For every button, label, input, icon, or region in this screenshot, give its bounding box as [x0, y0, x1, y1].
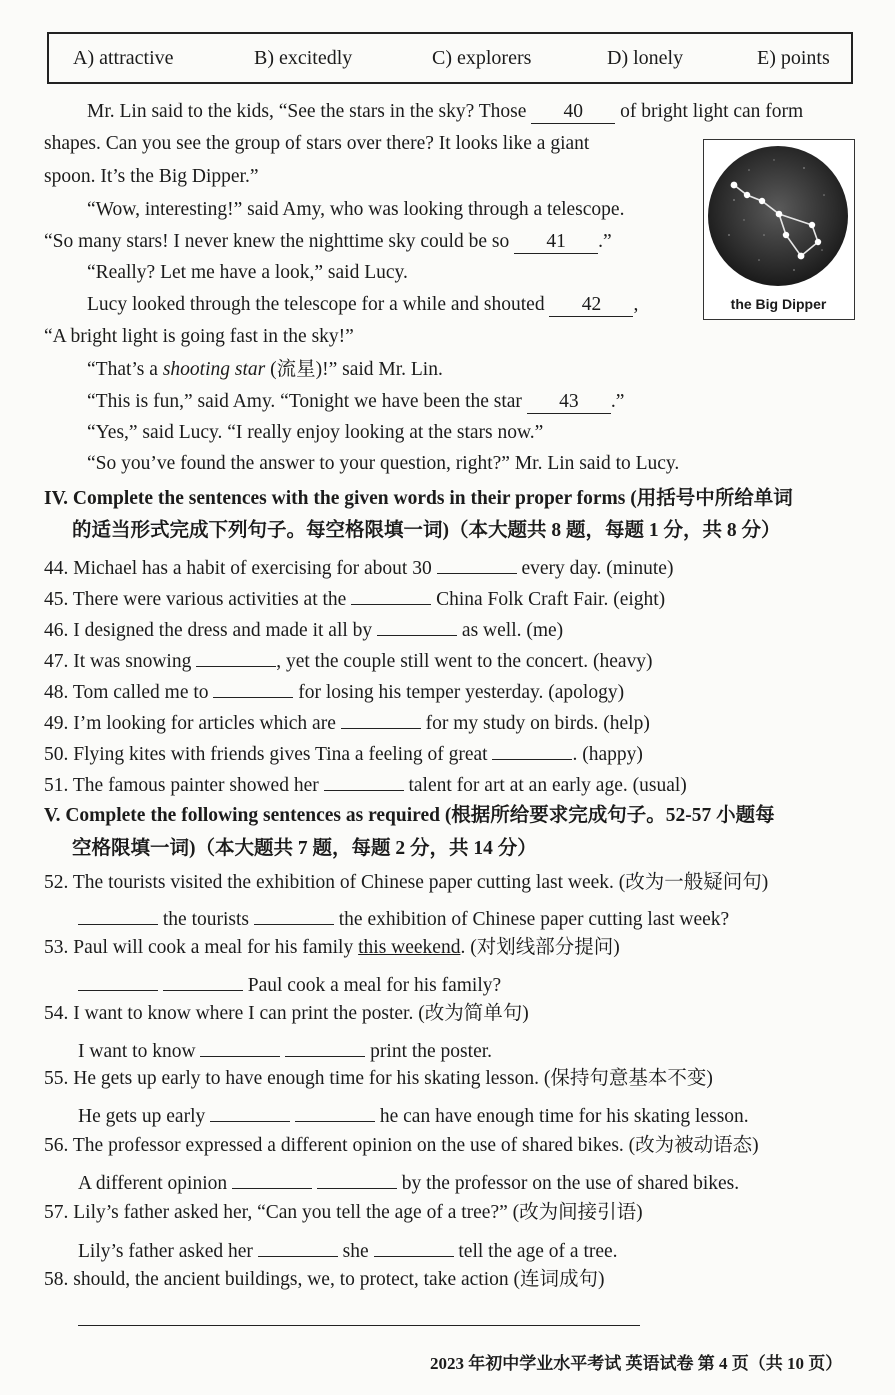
question-text: 44. Michael has a habit of exercising for about 30	[44, 558, 432, 579]
answer-blank[interactable]	[492, 739, 572, 760]
question-52: 52. The tourists visited the exhibition of Chinese paper cutting last week. (改为一般疑问句)	[44, 872, 769, 893]
question-text: 51. The famous painter showed her	[44, 775, 319, 796]
passage-text: ,	[633, 294, 639, 315]
question-text: He gets up early	[78, 1106, 206, 1127]
question-text: for my study on birds. (help)	[425, 713, 650, 734]
answer-blank[interactable]	[210, 1101, 290, 1122]
passage-line: spoon. It’s the Big Dipper.”	[44, 166, 259, 187]
question-text: talent for art at an early age. (usual)	[408, 775, 687, 796]
passage-line	[87, 391, 624, 414]
question-text: she	[342, 1241, 369, 1262]
passage-text: “So many stars! I never knew the nighttime sky could be so	[44, 231, 510, 252]
answer-blank[interactable]	[254, 904, 334, 925]
big-dipper-figure	[703, 139, 855, 320]
question-57: 57. Lily’s father asked her, “Can you tell the age of a tree?” (改为间接引语)	[44, 1202, 643, 1223]
passage-text: (流星)!” said Mr. Lin.	[270, 359, 443, 380]
question-55-answer	[78, 1101, 749, 1128]
question-49	[44, 708, 650, 735]
section-heading: V. Complete the following sentences as required (根据所给要求完成句子。52-57 小题每	[44, 805, 775, 826]
answer-blank[interactable]	[196, 646, 276, 667]
question-54-answer	[78, 1036, 492, 1063]
blank-40[interactable]: 40	[531, 101, 615, 124]
answer-blank[interactable]	[213, 677, 293, 698]
answer-blank[interactable]	[341, 708, 421, 729]
word-option: E) points	[757, 47, 830, 69]
question-text: 50. Flying kites with friends gives Tina a feeling of great	[44, 744, 488, 765]
passage-line: “So you’ve found the answer to your question, right?” Mr. Lin said to Lucy.	[87, 453, 680, 474]
question-53	[44, 937, 620, 959]
answer-blank[interactable]	[324, 770, 404, 791]
answer-blank[interactable]	[374, 1236, 454, 1257]
question-58: 58. should, the ancient buildings, we, to protect, take action (连词成句)	[44, 1269, 605, 1290]
question-54: 54. I want to know where I can print the poster. (改为简单句)	[44, 1003, 529, 1024]
question-text: 48. Tom called me to	[44, 682, 209, 703]
passage-text: .”	[598, 231, 612, 252]
question-50	[44, 739, 643, 766]
section-heading: IV. Complete the sentences with the given words in their proper forms (用括号中所给单词	[44, 488, 793, 509]
passage-text: of bright light can form	[620, 101, 804, 122]
passage-line	[87, 294, 638, 317]
question-text: print the poster.	[370, 1041, 493, 1062]
section-heading: 的适当形式完成下列句子。每空格限填一词)（本大题共 8 题，每题 1 分，共 8 分）	[72, 520, 781, 541]
passage-text: Lucy looked through the telescope for a while and shouted	[87, 294, 545, 315]
word-option: D) lonely	[607, 47, 684, 69]
passage-line	[87, 359, 443, 381]
page-footer: 2023 年初中学业水平考试 英语试卷 第 4 页（共 10 页）	[430, 1354, 843, 1373]
passage-line	[87, 101, 803, 124]
passage-line	[44, 231, 612, 254]
passage-line: “A bright light is going fast in the sky!”	[44, 326, 354, 347]
question-text: for losing his temper yesterday. (apology)	[298, 682, 625, 703]
question-56-answer	[78, 1168, 739, 1195]
question-text: tell the age of a tree.	[458, 1241, 618, 1262]
question-text: I want to know	[78, 1041, 196, 1062]
question-text: Lily’s father asked her	[78, 1241, 253, 1262]
blank-42[interactable]: 42	[549, 294, 633, 317]
question-text: 53. Paul will cook a meal for his family	[44, 937, 354, 958]
question-text: every day. (minute)	[521, 558, 674, 579]
question-56: 56. The professor expressed a different opinion on the use of shared bikes. (改为被动语态)	[44, 1135, 759, 1156]
question-text: , yet the couple still went to the concert. (heavy)	[276, 651, 653, 672]
question-text: . (happy)	[572, 744, 643, 765]
question-46	[44, 615, 563, 642]
passage-line: “Wow, interesting!” said Amy, who was looking through a telescope.	[87, 199, 625, 220]
question-text: 47. It was snowing	[44, 651, 192, 672]
passage-text: “That’s a	[87, 359, 158, 380]
big-dipper-image	[704, 140, 853, 318]
question-55: 55. He gets up early to have enough time for his skating lesson. (保持句意基本不变)	[44, 1068, 713, 1089]
passage-text: Mr. Lin said to the kids, “See the stars in the sky? Those	[87, 101, 527, 122]
blank-43[interactable]: 43	[527, 391, 611, 414]
question-text: China Folk Craft Fair. (eight)	[436, 589, 666, 610]
question-text: A different opinion	[78, 1173, 228, 1194]
answer-blank[interactable]	[78, 904, 158, 925]
answer-blank[interactable]	[200, 1036, 280, 1057]
answer-blank[interactable]	[437, 553, 517, 574]
question-51	[44, 770, 687, 797]
word-option: C) explorers	[432, 47, 532, 69]
question-text: 45. There were various activities at the	[44, 589, 347, 610]
word-option: B) excitedly	[254, 47, 353, 69]
question-text: he can have enough time for his skating lesson.	[379, 1106, 749, 1127]
passage-line: “Yes,” said Lucy. “I really enjoy looking at the stars now.”	[87, 422, 544, 443]
passage-line: shapes. Can you see the group of stars over there? It looks like a giant	[44, 133, 590, 154]
answer-blank[interactable]	[317, 1168, 397, 1189]
answer-blank[interactable]	[258, 1236, 338, 1257]
answer-blank[interactable]	[78, 970, 158, 991]
underlined-phrase: this weekend	[358, 937, 461, 958]
question-text: the tourists	[162, 909, 249, 930]
question-text: by the professor on the use of shared bikes.	[401, 1173, 740, 1194]
word-option: A) attractive	[73, 47, 174, 69]
question-text: 46. I designed the dress and made it all by	[44, 620, 373, 641]
answer-line-58[interactable]	[78, 1325, 640, 1326]
question-text: . (对划线部分提问)	[460, 937, 620, 958]
word-bank	[47, 32, 853, 84]
question-48	[44, 677, 624, 704]
passage-line: “Really? Let me have a look,” said Lucy.	[87, 262, 408, 283]
answer-blank[interactable]	[285, 1036, 365, 1057]
answer-blank[interactable]	[295, 1101, 375, 1122]
answer-blank[interactable]	[377, 615, 457, 636]
question-52-answer	[78, 904, 729, 931]
section-heading: 空格限填一词)（本大题共 7 题，每题 2 分，共 14 分）	[72, 838, 537, 859]
question-text: as well. (me)	[461, 620, 564, 641]
answer-blank[interactable]	[351, 584, 431, 605]
passage-text: “This is fun,” said Amy. “Tonight we have been the star	[87, 391, 522, 412]
blank-41[interactable]: 41	[514, 231, 598, 254]
question-44	[44, 553, 673, 580]
answer-blank[interactable]	[232, 1168, 312, 1189]
image-caption: the Big Dipper	[730, 296, 827, 312]
question-text: the exhibition of Chinese paper cutting last week?	[338, 909, 730, 930]
question-text: Paul cook a meal for his family?	[247, 975, 502, 996]
question-53-answer	[78, 970, 501, 997]
answer-blank[interactable]	[163, 970, 243, 991]
question-45	[44, 584, 665, 611]
question-text: 49. I’m looking for articles which are	[44, 713, 336, 734]
question-47	[44, 646, 653, 673]
passage-italic: shooting star	[162, 359, 266, 380]
passage-text: .”	[610, 391, 625, 412]
question-57-answer	[78, 1236, 618, 1263]
